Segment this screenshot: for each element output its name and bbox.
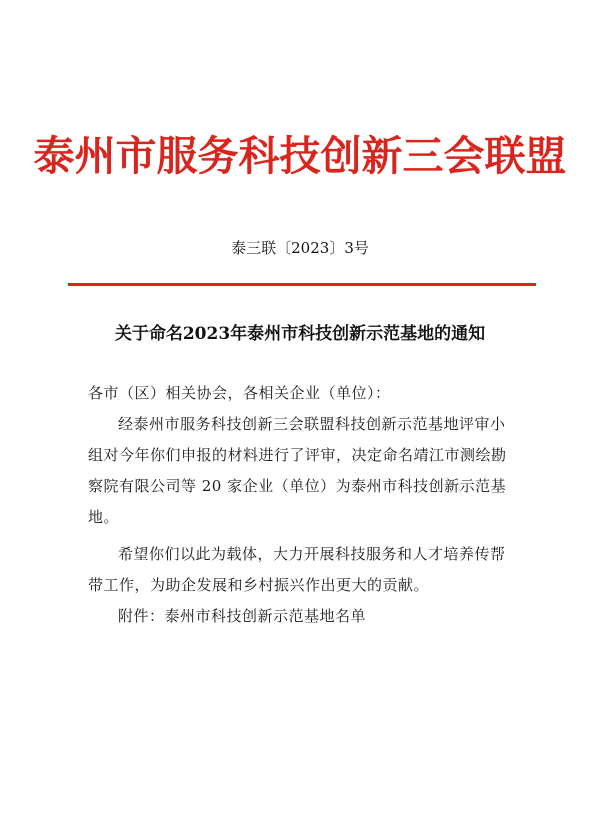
notice-title: 关于命名2023年泰州市科技创新示范基地的通知 (114, 324, 486, 344)
attachment-title: 泰州市科技创新示范基地名单 (164, 607, 367, 625)
attachment-line (88, 601, 548, 632)
red-divider-line (68, 283, 536, 286)
body-paragraph-1: 经泰州市服务科技创新三会联盟科技创新示范基地评审小组对今年你们申报的材料进行了评审，决定命名靖江市测绘勘察院有限公司等 20 家企业（单位）为泰州市科技创新示范基地。 (88, 415, 507, 526)
salutation: 各市（区）相关协会，各相关企业（单位）： (88, 384, 391, 402)
body-paragraph-2: 希望你们以此为载体，大力开展科技服务和人才培养传帮带工作，为助企发展和乡村振兴作出更大的贡献。 (88, 545, 506, 594)
attachment-label: 附件： (118, 607, 165, 625)
issuing-organization-title: 泰州市服务科技创新三会联盟 (33, 132, 567, 180)
document-number: 泰三联〔2023〕3号 (231, 239, 369, 257)
